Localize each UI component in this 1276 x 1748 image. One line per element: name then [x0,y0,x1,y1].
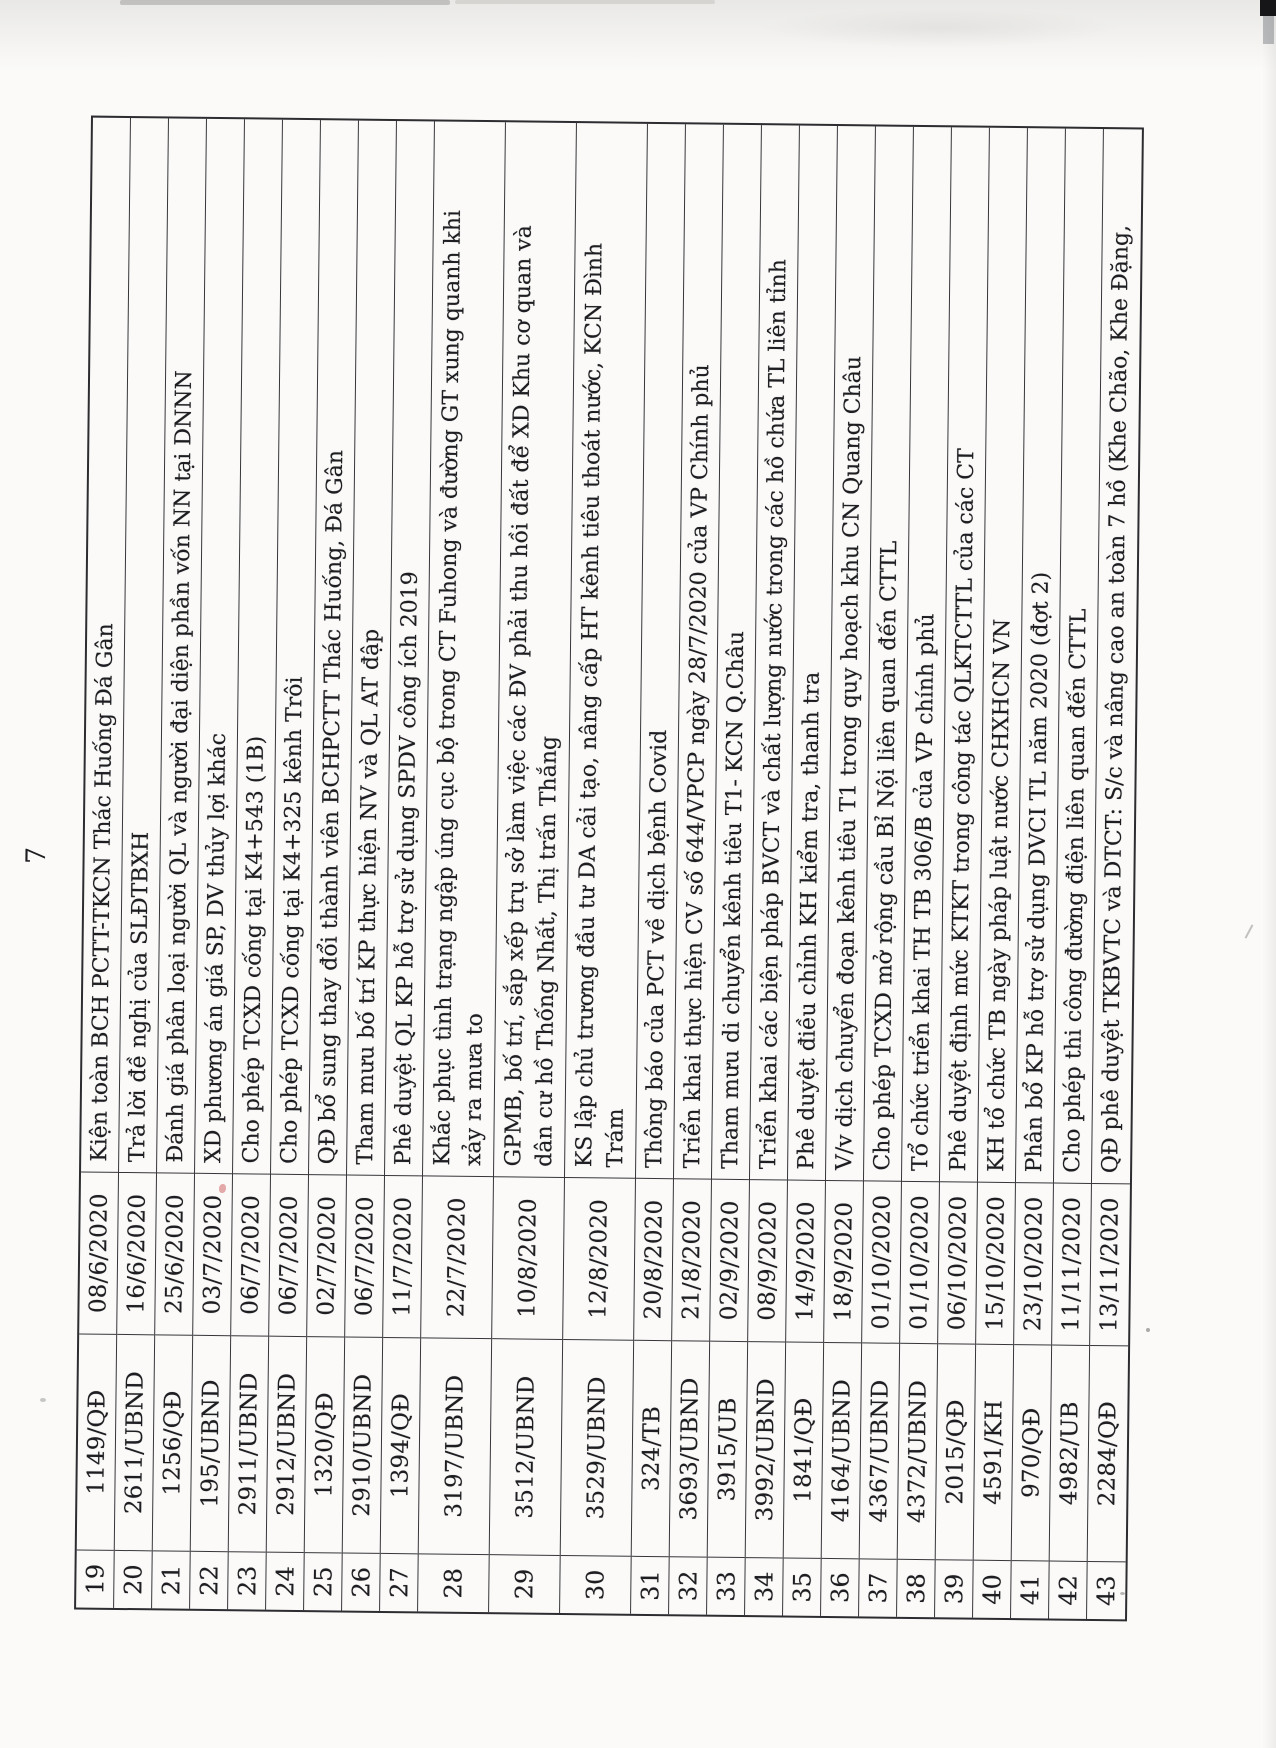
doc-date-cell: 18/9/2020 [824,1180,863,1342]
doc-date-cell: 12/8/2020 [563,1177,635,1340]
doc-number-cell: 1394/QĐ [381,1337,420,1553]
doc-summary-cell: Triển khai thực hiện CV số 644/VPCP ngày 28/7/2020 của VP Chính phủ [679,364,715,1169]
doc-number-cell: 1256/QĐ [153,1334,192,1550]
doc-date-cell: 03/7/2020 [193,1173,232,1335]
doc-summary-cell: Phê duyệt QL KP hỗ trợ sử dụng SPDV công ích 2019 [390,571,423,1166]
scan-speck [40,1398,46,1402]
doc-date-cell: 23/10/2020 [1014,1182,1053,1344]
doc-number-cell: 1320/QĐ [305,1336,344,1552]
scan-artifact [455,0,715,4]
row-number-cell: 21 [152,1550,190,1608]
scan-speck [1146,1328,1150,1332]
doc-date-cell: 22/7/2020 [421,1175,493,1338]
row-number-cell: 32 [669,1556,707,1614]
doc-date-cell: 21/8/2020 [672,1178,711,1340]
doc-date-cell: 01/10/2020 [900,1181,939,1343]
row-number-cell: 24 [266,1552,304,1610]
row-number-cell: 28 [418,1553,489,1612]
row-number-cell: 20 [114,1550,152,1608]
doc-number-cell: 1841/QĐ [784,1342,823,1558]
doc-date-cell: 02/9/2020 [710,1179,749,1341]
scan-smudge [760,8,1120,48]
doc-date-cell: 08/9/2020 [748,1179,787,1341]
row-number-cell: 33 [707,1557,745,1615]
row-number-cell: 39 [935,1559,973,1617]
scan-corner-mark [1263,16,1274,44]
doc-number-cell: 3693/UBND [670,1340,709,1556]
doc-date-cell: 01/10/2020 [862,1180,901,1342]
doc-number-cell: 2611/UBND [115,1334,154,1550]
doc-number-cell: 3512/UBND [490,1338,562,1555]
row-number-cell: 30 [560,1555,631,1614]
scan-speck [1245,924,1254,938]
doc-date-cell: 13/11/2020 [1090,1183,1130,1345]
doc-number-cell: 2911/UBND [229,1335,268,1551]
doc-date-cell: 08/6/2020 [79,1172,118,1334]
row-number-cell: 23 [228,1551,266,1609]
row-number-cell: 31 [631,1556,669,1614]
doc-summary-cell: Phê duyệt định mức KTKT trong công tác QLKTCTTL của các CT [945,448,980,1172]
row-number-cell: 37 [859,1558,897,1616]
doc-date-cell: 25/6/2020 [155,1172,194,1334]
doc-summary-cell: Tham mưu bố trí KP thực hiện NV và QL AT đập [352,628,385,1165]
doc-date-cell: 11/11/2020 [1052,1183,1091,1345]
doc-summary-cell: Cho phép TCXD cống tại K4+325 kênh Trôi [277,676,308,1165]
doc-summary-cell: XD phương án giá SP, DV thủy lợi khác [201,732,231,1164]
row-number-cell: 38 [897,1559,935,1617]
doc-summary-cell: Cho phép thi công đường điện liên quan đến CTTL [1059,608,1092,1173]
doc-number-cell: 4164/UBND [822,1342,861,1558]
row-number-cell: 35 [783,1558,821,1616]
scan-artifact [120,0,450,5]
doc-summary-cell: Phân bổ KP hỗ trợ sử dụng DVCI TL năm 2020 (đợt 2) [1021,571,1054,1173]
doc-number-cell: 3197/UBND [419,1337,491,1554]
doc-summary-cell: Đánh giá phân loại người QL và người đại diện phần vốn NN tại DNNN [163,370,197,1163]
row-number-cell: 43 [1087,1561,1126,1619]
doc-date-cell: 06/7/2020 [269,1174,308,1336]
row-number-cell: 29 [489,1554,560,1613]
doc-summary-cell: GPMB, bố trí, sắp xếp trụ sở làm việc các ĐV phải thu hồi đất để XD Khu cơ quan và dân cư hồ Thống Nhất, Thị trấn Thắng [500,225,562,1167]
doc-number-cell: 4591/KH [974,1344,1013,1560]
doc-number-cell: 4982/UB [1050,1345,1089,1561]
doc-summary-cell: Cho phép TCXD mở rộng cầu Bỉ Nội liên quan đến CTTL [869,540,903,1171]
row-number-cell: 19 [76,1549,114,1607]
doc-summary-cell: Tham mưu di chuyển kênh tiêu T1- KCN Q.Châu [717,630,750,1170]
doc-number-cell: 2912/UBND [267,1336,306,1552]
doc-date-cell: 02/7/2020 [307,1174,346,1336]
scan-shading [0,0,1276,70]
doc-date-cell: 14/9/2020 [786,1180,825,1342]
doc-number-cell: 2910/UBND [343,1337,382,1553]
doc-date-cell: 11/7/2020 [383,1175,422,1337]
doc-summary-cell: Thông báo của PCT về dịch bệnh Covid [641,729,672,1169]
row-number-cell: 26 [342,1553,380,1611]
doc-number-cell: 195/UBND [191,1335,230,1551]
scan-shading-right [1262,0,1276,1748]
row-number-cell: 27 [380,1553,418,1611]
doc-number-cell: 4367/UBND [860,1342,899,1558]
doc-date-cell: 10/8/2020 [492,1176,564,1339]
doc-date-cell: 06/7/2020 [231,1173,270,1335]
doc-summary-cell: KH tổ chức TB ngày pháp luật nước CHXHCN VN [983,618,1016,1173]
row-number-cell: 40 [973,1560,1011,1618]
doc-number-cell: 3529/UBND [561,1339,633,1556]
doc-date-cell: 16/6/2020 [117,1172,156,1334]
row-number-cell: 22 [190,1551,228,1609]
row-number-cell: 41 [1011,1560,1049,1618]
doc-summary-cell: Tổ chức triển khai TH TB 306/B của VP chính phủ [907,613,940,1172]
row-number-cell: 36 [821,1558,859,1616]
doc-summary-cell: Trả lời đề nghị của SLĐTBXH [125,831,154,1163]
doc-number-cell: 4372/UBND [898,1343,937,1559]
doc-summary-cell: Triển khai các biện pháp BVCT và chất lượng nước trong các hồ chứa TL liên tỉnh [755,258,792,1170]
doc-number-cell: 2015/QĐ [936,1343,975,1559]
row-number-cell: 34 [745,1557,783,1615]
doc-summary-cell: Cho phép TCXD cống tại K4+543 (1B) [239,735,269,1164]
doc-date-cell: 20/8/2020 [634,1178,673,1340]
doc-summary-cell: KS lập chủ trương đầu tư DA cải tạo, nâng cấp HT kênh tiêu thoát nước, KCN Đình Trám [571,242,629,1168]
doc-summary-cell: QĐ phê duyệt TKBVTC và DTCT: S/c và nâng cao an toàn 7 hồ (Khe Chão, Khe Đặng, [1098,224,1135,1174]
row-number-cell: 25 [304,1552,342,1610]
scan-corner-mark [1260,0,1276,16]
doc-number-cell: 970/QĐ [1012,1344,1051,1560]
page-number: 7 [21,846,53,865]
doc-number-cell: 2284/QĐ [1088,1345,1128,1561]
doc-date-cell: 15/10/2020 [976,1182,1015,1344]
doc-summary-cell: QĐ bổ sung thay đổi thành viên BCHPCTT Thác Huống, Đá Gân [315,449,349,1165]
rotated-table-container [74,116,1148,1622]
doc-number-cell: 324/TB [632,1340,671,1556]
doc-number-cell: 3915/UB [708,1341,747,1557]
doc-summary-cell: V/v dịch chuyển đoạn kênh tiêu T1 trong quy hoạch khu CN Quang Châu [831,355,867,1171]
doc-summary-cell: Kiện toàn BCH PCTT-TKCN Thác Huống Đá Gân [87,623,119,1162]
document-table [74,116,1144,1622]
doc-number-cell: 3992/UBND [746,1341,785,1557]
doc-summary-cell: Phê duyệt điều chỉnh KH kiểm tra, thanh tra [793,671,825,1170]
doc-date-cell: 06/7/2020 [345,1175,384,1337]
doc-number-cell: 1149/QĐ [77,1333,116,1549]
doc-summary-cell: Khắc phục tình trạng ngập úng cục bộ trong CT Fuhong và đường GT xung quanh khi xảy ra mưa to [429,209,488,1167]
doc-date-cell: 06/10/2020 [938,1181,977,1343]
row-number-cell: 42 [1049,1561,1087,1619]
